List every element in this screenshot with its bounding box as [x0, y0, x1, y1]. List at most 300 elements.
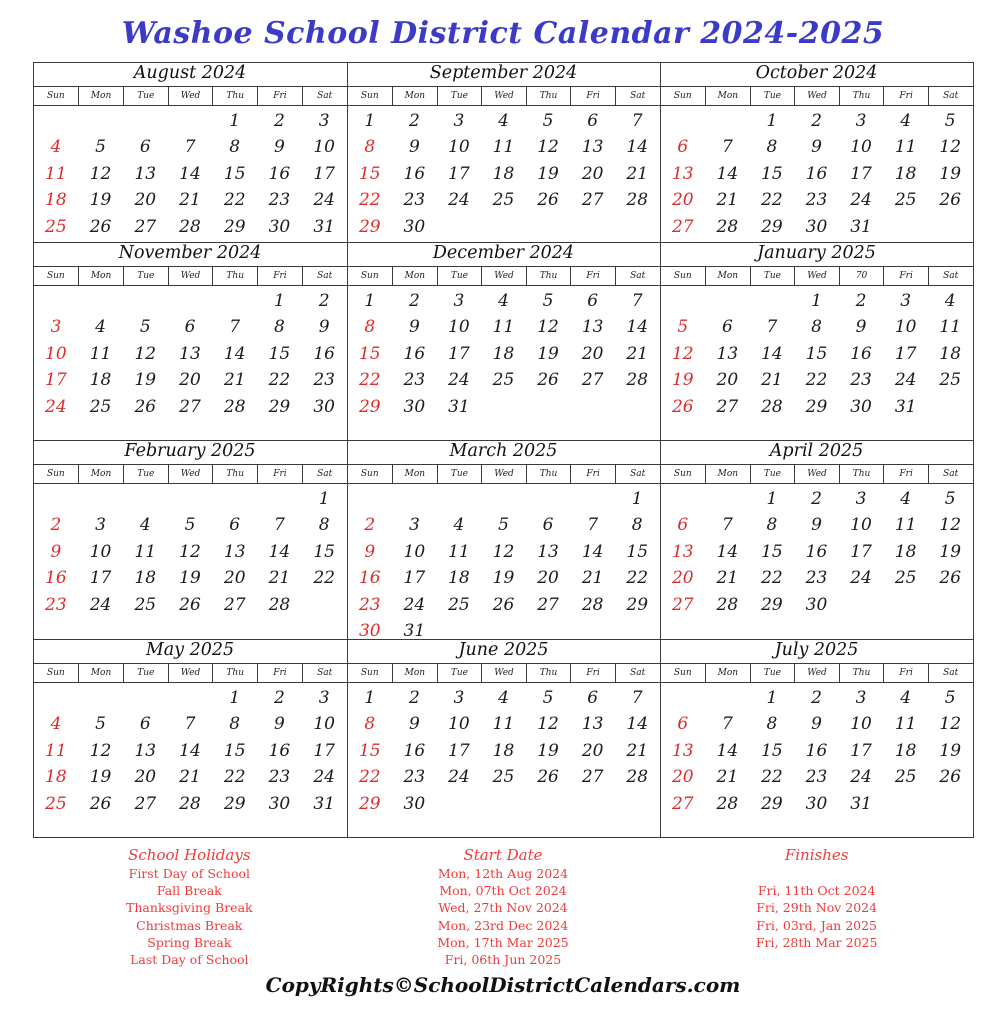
month-title: November 2024	[118, 243, 262, 263]
start-dates-item: Mon, 12th Aug 2024	[437, 866, 569, 881]
calendar-grid	[33, 62, 974, 838]
calendar-day	[78, 817, 123, 837]
calendar-day: 9	[408, 137, 420, 157]
calendar-day: 18	[492, 740, 515, 761]
day-header: Sun	[673, 667, 692, 678]
week-row	[348, 711, 660, 738]
week-row	[34, 314, 347, 341]
calendar-day: 27	[716, 396, 739, 417]
week-row	[34, 161, 347, 188]
calendar-day	[168, 288, 213, 315]
calendar-day: 3	[408, 515, 420, 535]
calendar-day: 22	[358, 370, 381, 390]
calendar-day	[750, 817, 795, 837]
calendar-day: 13	[671, 740, 694, 761]
calendar-day: 10	[313, 137, 335, 157]
calendar-day: 26	[134, 396, 157, 417]
calendar-day: 14	[716, 541, 739, 562]
week-row	[661, 618, 973, 639]
calendar-day: 6	[587, 110, 599, 131]
month-title: October 2024	[755, 63, 878, 83]
calendar-page	[0, 16, 1006, 1024]
calendar-day: 22	[223, 190, 246, 210]
calendar-day: 20	[223, 568, 246, 588]
calendar-day: 31	[448, 396, 470, 417]
calendar-day: 24	[448, 767, 470, 787]
calendar-day: 1	[364, 110, 376, 131]
day-header: Thu	[526, 465, 571, 483]
calendar-day: 21	[716, 568, 739, 588]
calendar-day: 15	[358, 163, 381, 184]
calendar-day: 24	[403, 594, 426, 615]
calendar-day: 5	[95, 137, 106, 157]
day-header-row	[348, 86, 660, 106]
calendar-day: 3	[855, 488, 867, 509]
calendar-day: 26	[179, 594, 201, 615]
calendar-day	[481, 486, 526, 513]
calendar-day: 31	[894, 396, 917, 417]
calendar-day: 25	[134, 594, 157, 615]
calendar-day: 21	[716, 190, 739, 210]
week-row	[661, 134, 973, 161]
calendar-day	[348, 817, 393, 837]
calendar-day: 13	[671, 541, 694, 562]
week-row	[34, 817, 347, 837]
calendar-day: 25	[492, 190, 515, 210]
week-row	[661, 764, 973, 791]
calendar-day: 1	[631, 488, 643, 509]
calendar-day: 3	[95, 515, 106, 535]
calendar-day	[212, 486, 257, 513]
calendar-day: 19	[134, 370, 157, 390]
day-header: Sat	[615, 465, 660, 483]
calendar-day: 12	[537, 714, 559, 734]
day-header-row	[34, 86, 347, 106]
calendar-day: 8	[318, 515, 330, 535]
calendar-day: 28	[179, 793, 201, 814]
calendar-day: 14	[626, 714, 649, 734]
calendar-day: 16	[403, 163, 426, 184]
calendar-day	[481, 618, 526, 639]
calendar-day	[615, 618, 660, 639]
week-row	[348, 108, 660, 135]
calendar-day: 1	[318, 488, 330, 509]
calendar-day	[302, 420, 347, 440]
start-dates-column	[346, 846, 660, 968]
calendar-day: 25	[492, 767, 515, 787]
week-row	[348, 288, 660, 315]
day-header: Fri	[257, 465, 302, 483]
day-header: Tue	[123, 664, 168, 682]
calendar-day: 16	[268, 163, 291, 184]
day-header: Wed	[168, 664, 213, 682]
week-row	[34, 394, 347, 421]
calendar-day	[526, 394, 571, 421]
calendar-day	[570, 214, 615, 241]
calendar-day: 2	[364, 515, 376, 535]
week-row	[34, 486, 347, 513]
calendar-day: 19	[89, 767, 112, 787]
calendar-day: 26	[939, 568, 962, 588]
calendar-day: 30	[403, 793, 426, 814]
day-header: Sat	[928, 267, 973, 285]
day-header: Sat	[928, 465, 973, 483]
calendar-day	[481, 214, 526, 241]
calendar-day: 16	[805, 163, 828, 184]
calendar-day: 22	[358, 190, 381, 210]
calendar-day: 17	[448, 740, 470, 761]
calendar-day: 18	[45, 190, 67, 210]
calendar-day: 7	[274, 515, 285, 535]
calendar-day: 18	[45, 767, 67, 787]
calendar-day: 29	[761, 594, 783, 615]
calendar-day: 30	[805, 594, 828, 615]
calendar-day	[257, 817, 302, 837]
calendar-day	[78, 420, 123, 440]
calendar-day: 5	[139, 317, 151, 337]
day-header: Sun	[360, 468, 379, 479]
calendar-day: 18	[939, 343, 962, 364]
calendar-day: 13	[223, 541, 246, 562]
day-header: Sun	[673, 468, 692, 479]
calendar-day: 28	[268, 594, 291, 615]
week-row	[348, 394, 660, 421]
calendar-day	[928, 420, 973, 440]
weeks-area	[348, 286, 660, 441]
week-row	[661, 420, 973, 440]
calendar-day: 9	[811, 515, 822, 535]
calendar-day: 23	[805, 568, 828, 588]
calendar-day	[928, 817, 973, 837]
calendar-day: 4	[139, 515, 151, 535]
calendar-day	[34, 288, 79, 315]
calendar-day: 20	[179, 370, 201, 390]
calendar-day: 17	[894, 343, 917, 364]
calendar-day	[123, 288, 168, 315]
week-row	[661, 161, 973, 188]
week-row	[661, 314, 973, 341]
calendar-day: 3	[453, 110, 465, 131]
day-header-row	[34, 266, 347, 286]
calendar-day: 13	[179, 343, 201, 364]
calendar-day: 18	[134, 568, 157, 588]
weeks-area	[661, 683, 973, 838]
calendar-day: 17	[850, 541, 872, 562]
calendar-day: 14	[716, 163, 739, 184]
day-header: Mon	[705, 87, 750, 105]
calendar-day: 10	[313, 714, 335, 734]
calendar-day	[526, 420, 571, 440]
day-header: Wed	[168, 267, 213, 285]
day-header: Tue	[750, 465, 795, 483]
calendar-day: 14	[626, 137, 649, 157]
day-header: Wed	[794, 664, 839, 682]
calendar-day: 10	[850, 714, 872, 734]
calendar-day: 5	[542, 290, 554, 311]
calendar-day: 4	[944, 290, 956, 311]
calendar-day: 2	[408, 687, 420, 708]
month-title: April 2025	[769, 441, 864, 461]
calendar-day: 18	[894, 163, 917, 184]
calendar-day: 21	[626, 163, 649, 184]
calendar-day	[705, 420, 750, 440]
calendar-day: 10	[403, 541, 426, 562]
day-header: Tue	[750, 664, 795, 682]
week-row	[348, 187, 660, 214]
day-header: Thu	[839, 87, 884, 105]
calendar-day: 17	[448, 343, 470, 364]
calendar-day: 24	[850, 568, 872, 588]
day-header: Sun	[360, 90, 379, 101]
calendar-day: 27	[581, 370, 604, 390]
calendar-day	[928, 394, 973, 421]
calendar-day: 2	[855, 290, 867, 311]
calendar-day: 7	[766, 317, 778, 337]
calendar-day: 18	[89, 370, 112, 390]
day-header: Thu	[212, 87, 257, 105]
week-row	[661, 486, 973, 513]
calendar-day: 23	[403, 767, 426, 787]
day-header: Thu	[839, 465, 884, 483]
calendar-day	[615, 791, 660, 818]
calendar-day	[839, 618, 884, 639]
calendar-day	[661, 108, 706, 135]
calendar-day	[34, 486, 79, 513]
week-row	[348, 161, 660, 188]
calendar-day: 30	[805, 793, 828, 814]
calendar-day: 20	[716, 370, 739, 390]
day-header: Fri	[570, 664, 615, 682]
day-header: Mon	[78, 87, 123, 105]
calendar-day: 6	[677, 714, 689, 734]
calendar-day: 20	[581, 740, 604, 761]
calendar-day: 24	[448, 370, 470, 390]
day-header: Fri	[570, 267, 615, 285]
calendar-day: 8	[364, 137, 376, 157]
calendar-day: 6	[677, 515, 689, 535]
week-row	[34, 214, 347, 241]
day-header: Wed	[481, 664, 526, 682]
calendar-day: 12	[134, 343, 157, 364]
day-header: Fri	[883, 267, 928, 285]
day-header: Wed	[168, 87, 213, 105]
calendar-day: 12	[537, 137, 559, 157]
weeks-area	[348, 106, 660, 243]
calendar-day	[437, 420, 482, 440]
calendar-day: 2	[274, 110, 285, 131]
calendar-day: 29	[268, 396, 291, 417]
day-header: Fri	[883, 87, 928, 105]
calendar-day: 24	[313, 767, 335, 787]
day-header: Mon	[78, 664, 123, 682]
week-row	[661, 738, 973, 765]
calendar-day: 15	[761, 541, 783, 562]
calendar-day: 14	[179, 740, 201, 761]
calendar-day: 18	[492, 343, 515, 364]
week-row	[34, 134, 347, 161]
calendar-day	[78, 618, 123, 639]
month-july-2025	[660, 639, 973, 837]
calendar-day	[437, 791, 482, 818]
calendar-day: 20	[581, 343, 604, 364]
month-december-2024	[347, 242, 660, 440]
calendar-day: 13	[537, 541, 559, 562]
calendar-day: 14	[626, 317, 649, 337]
calendar-day: 11	[894, 714, 917, 734]
week-row	[34, 711, 347, 738]
day-header: Mon	[78, 267, 123, 285]
calendar-day: 20	[134, 190, 157, 210]
week-row	[34, 108, 347, 135]
calendar-day	[526, 214, 571, 241]
calendar-day: 1	[274, 290, 285, 311]
calendar-day: 12	[89, 740, 112, 761]
calendar-day: 27	[671, 594, 694, 615]
calendar-day: 11	[45, 163, 67, 184]
calendar-day: 7	[721, 515, 733, 535]
calendar-day	[883, 618, 928, 639]
calendar-day: 3	[318, 687, 330, 708]
calendar-day	[928, 618, 973, 639]
calendar-day: 27	[134, 793, 157, 814]
calendar-day: 15	[313, 541, 335, 562]
calendar-day: 16	[805, 541, 828, 562]
month-title: September 2024	[429, 63, 578, 83]
week-row	[34, 420, 347, 440]
calendar-day: 26	[89, 216, 112, 237]
calendar-day: 8	[631, 515, 643, 535]
calendar-day: 23	[850, 370, 872, 390]
week-row	[34, 187, 347, 214]
calendar-day	[168, 420, 213, 440]
start-dates-item: Mon, 07th Oct 2024	[439, 883, 567, 899]
calendar-day: 31	[403, 621, 426, 639]
holidays-column	[33, 846, 347, 968]
calendar-day: 15	[761, 163, 783, 184]
calendar-day: 27	[223, 594, 246, 615]
calendar-day: 25	[894, 190, 917, 210]
calendar-day: 14	[179, 163, 201, 184]
calendar-day: 28	[581, 594, 604, 615]
calendar-day: 19	[89, 190, 112, 210]
week-row	[661, 214, 973, 241]
week-row	[348, 685, 660, 712]
day-header: 70	[839, 267, 884, 285]
calendar-day: 1	[364, 290, 376, 311]
calendar-day: 5	[944, 488, 956, 509]
calendar-day: 16	[805, 740, 828, 761]
calendar-day	[526, 817, 571, 837]
calendar-day	[437, 486, 482, 513]
calendar-day: 1	[766, 687, 778, 708]
calendar-day: 11	[89, 343, 112, 364]
calendar-day	[661, 618, 706, 639]
day-header: Sun	[46, 468, 65, 479]
weeks-area	[34, 683, 347, 838]
day-header: Sat	[928, 664, 973, 682]
calendar-day	[123, 486, 168, 513]
calendar-day: 9	[855, 317, 867, 337]
calendar-day: 17	[313, 740, 335, 761]
calendar-day: 26	[537, 370, 559, 390]
day-header: Thu	[212, 465, 257, 483]
holidays-item: First Day of School	[128, 866, 250, 881]
calendar-day: 6	[229, 515, 241, 535]
calendar-day: 15	[761, 740, 783, 761]
calendar-day: 12	[179, 541, 201, 562]
calendar-day	[839, 817, 884, 837]
day-header: Sat	[615, 664, 660, 682]
calendar-day: 24	[448, 190, 470, 210]
calendar-day: 7	[631, 110, 643, 131]
calendar-day: 30	[403, 396, 426, 417]
calendar-day	[928, 791, 973, 818]
week-row	[348, 764, 660, 791]
week-row	[661, 817, 973, 837]
start-dates-item: Fri, 06th Jun 2025	[444, 951, 562, 967]
calendar-day	[34, 618, 79, 639]
calendar-day: 7	[587, 515, 599, 535]
calendar-day: 4	[95, 317, 106, 337]
calendar-day: 20	[671, 568, 694, 588]
calendar-day: 3	[50, 317, 62, 337]
month-march-2025	[347, 440, 660, 639]
day-header: Thu	[526, 267, 571, 285]
calendar-day: 23	[403, 190, 426, 210]
calendar-day: 17	[313, 163, 335, 184]
calendar-day: 21	[716, 767, 739, 787]
calendar-day	[437, 618, 482, 639]
calendar-day: 6	[139, 137, 151, 157]
day-header-row	[34, 464, 347, 484]
day-header: Thu	[212, 664, 257, 682]
calendar-day: 9	[408, 714, 420, 734]
calendar-day	[481, 791, 526, 818]
calendar-day: 23	[268, 190, 291, 210]
calendar-day	[794, 618, 839, 639]
calendar-day: 19	[939, 541, 962, 562]
calendar-day: 19	[537, 740, 559, 761]
calendar-day: 12	[89, 163, 112, 184]
day-header: Sat	[302, 465, 347, 483]
calendar-day: 11	[492, 137, 515, 157]
day-header: Sun	[46, 667, 65, 678]
start-dates-header: Start Date	[463, 846, 543, 864]
calendar-day	[883, 817, 928, 837]
calendar-day	[615, 817, 660, 837]
calendar-day: 17	[850, 740, 872, 761]
week-row	[348, 214, 660, 241]
week-row	[661, 685, 973, 712]
calendar-day: 29	[358, 216, 381, 237]
week-row	[348, 618, 660, 639]
weeks-area	[661, 106, 973, 243]
month-may-2025	[34, 639, 347, 837]
calendar-day: 29	[358, 793, 381, 814]
calendar-day	[302, 618, 347, 639]
calendar-day	[257, 486, 302, 513]
finishes-item: Fri, 28th Mar 2025	[755, 934, 878, 950]
calendar-day	[257, 420, 302, 440]
month-september-2024	[347, 63, 660, 242]
calendar-day: 22	[761, 568, 783, 588]
calendar-day: 25	[939, 370, 962, 390]
calendar-day: 24	[850, 767, 872, 787]
calendar-day: 5	[542, 110, 554, 131]
calendar-day: 11	[492, 714, 515, 734]
calendar-day: 8	[364, 317, 376, 337]
day-header-row	[34, 663, 347, 683]
